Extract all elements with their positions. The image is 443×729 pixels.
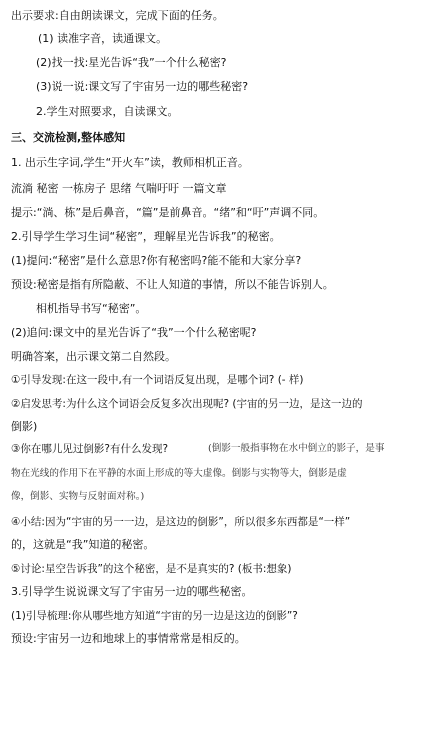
task-item-3: (3)说一说:课文写了宇宙另一边的哪些秘密? <box>36 80 249 93</box>
answer-clarify: 明确答案，出示课文第二自然段。 <box>11 350 176 363</box>
question-1: (1)提问:“秘密”是什么意思?你有秘密吗?能不能和大家分享? <box>11 254 302 267</box>
reflection-note-line-1: (倒影一般指事物在水中倒立的影子，是事 <box>208 443 385 454</box>
reflection-question: ③你在哪儿见过倒影?有什么发现? <box>11 443 169 455</box>
task-item-1: (1) 读准字音，读通课文。 <box>38 32 168 45</box>
reflection-note-line-3: 像，倒影、实物与反射面对称。) <box>11 491 145 502</box>
pronunciation-tip: 提示:“淌、栋”是后鼻音，“篇”是前鼻音。“绪”和“吁”声调不同。 <box>11 206 325 219</box>
preset-answer-1: 预设:秘密是指有所隐蔽、不让人知道的事情，所以不能告诉别人。 <box>11 278 334 291</box>
task-item-2: (2)找一找:星光告诉“我”一个什么秘密? <box>36 56 227 69</box>
discussion: ⑤讨论:星空告诉我”的这个秘密，是不是真实的? (板书:想象) <box>11 563 292 575</box>
section-heading: 三、交流检测,整体感知 <box>11 131 126 144</box>
summary-continued: 的，这就是“我”知道的秘密。 <box>11 538 155 551</box>
guide-sort: (1)引导梳理:你从哪些地方知道“宇宙的另一边是这边的倒影”? <box>11 610 298 622</box>
step-3: 3.引导学生说说课文写了宇宙另一边的哪些秘密。 <box>11 585 253 598</box>
step-2: 2.引导学生学习生词“秘密”，理解星光告诉我”的秘密。 <box>11 230 281 243</box>
writing-guidance: 相机指导书写“秘密”。 <box>36 302 147 315</box>
guide-think-continued: 倒影) <box>11 420 38 433</box>
guide-discover: ①引导发现:在这一段中,有一个词语反复出现，是哪个词? (- 样) <box>11 374 304 386</box>
vocabulary-list: 流淌 秘密 一栋房子 思绪 气喘吁吁 一篇文章 <box>11 182 227 195</box>
question-2: (2)追问:课文中的星光告诉了“我”一个什么秘密呢? <box>11 326 257 339</box>
preset-answer-2: 预设:宇宙另一边和地球上的事情常常是相反的。 <box>11 632 246 645</box>
self-reading-step: 2.学生对照要求，自读课文。 <box>36 105 179 118</box>
guide-think: ②启发思考:为什么这个词语会反复多次出现呢? (宇宙的另一边，是这一边的 <box>11 398 363 410</box>
task-instruction: 出示要求:自由朗读课文，完成下面的任务。 <box>11 9 224 22</box>
summary: ④小结:因为“宇宙的另一一边，是这边的倒影”，所以很多东西都是“一样” <box>11 516 351 528</box>
reflection-note-line-2: 物在光线的作用下在平静的水面上形成的等大虚像。倒影与实物等大，倒影是虚 <box>11 468 347 479</box>
step-1: 1. 出示生字词,学生“开火车”读，教师相机正音。 <box>11 156 249 169</box>
